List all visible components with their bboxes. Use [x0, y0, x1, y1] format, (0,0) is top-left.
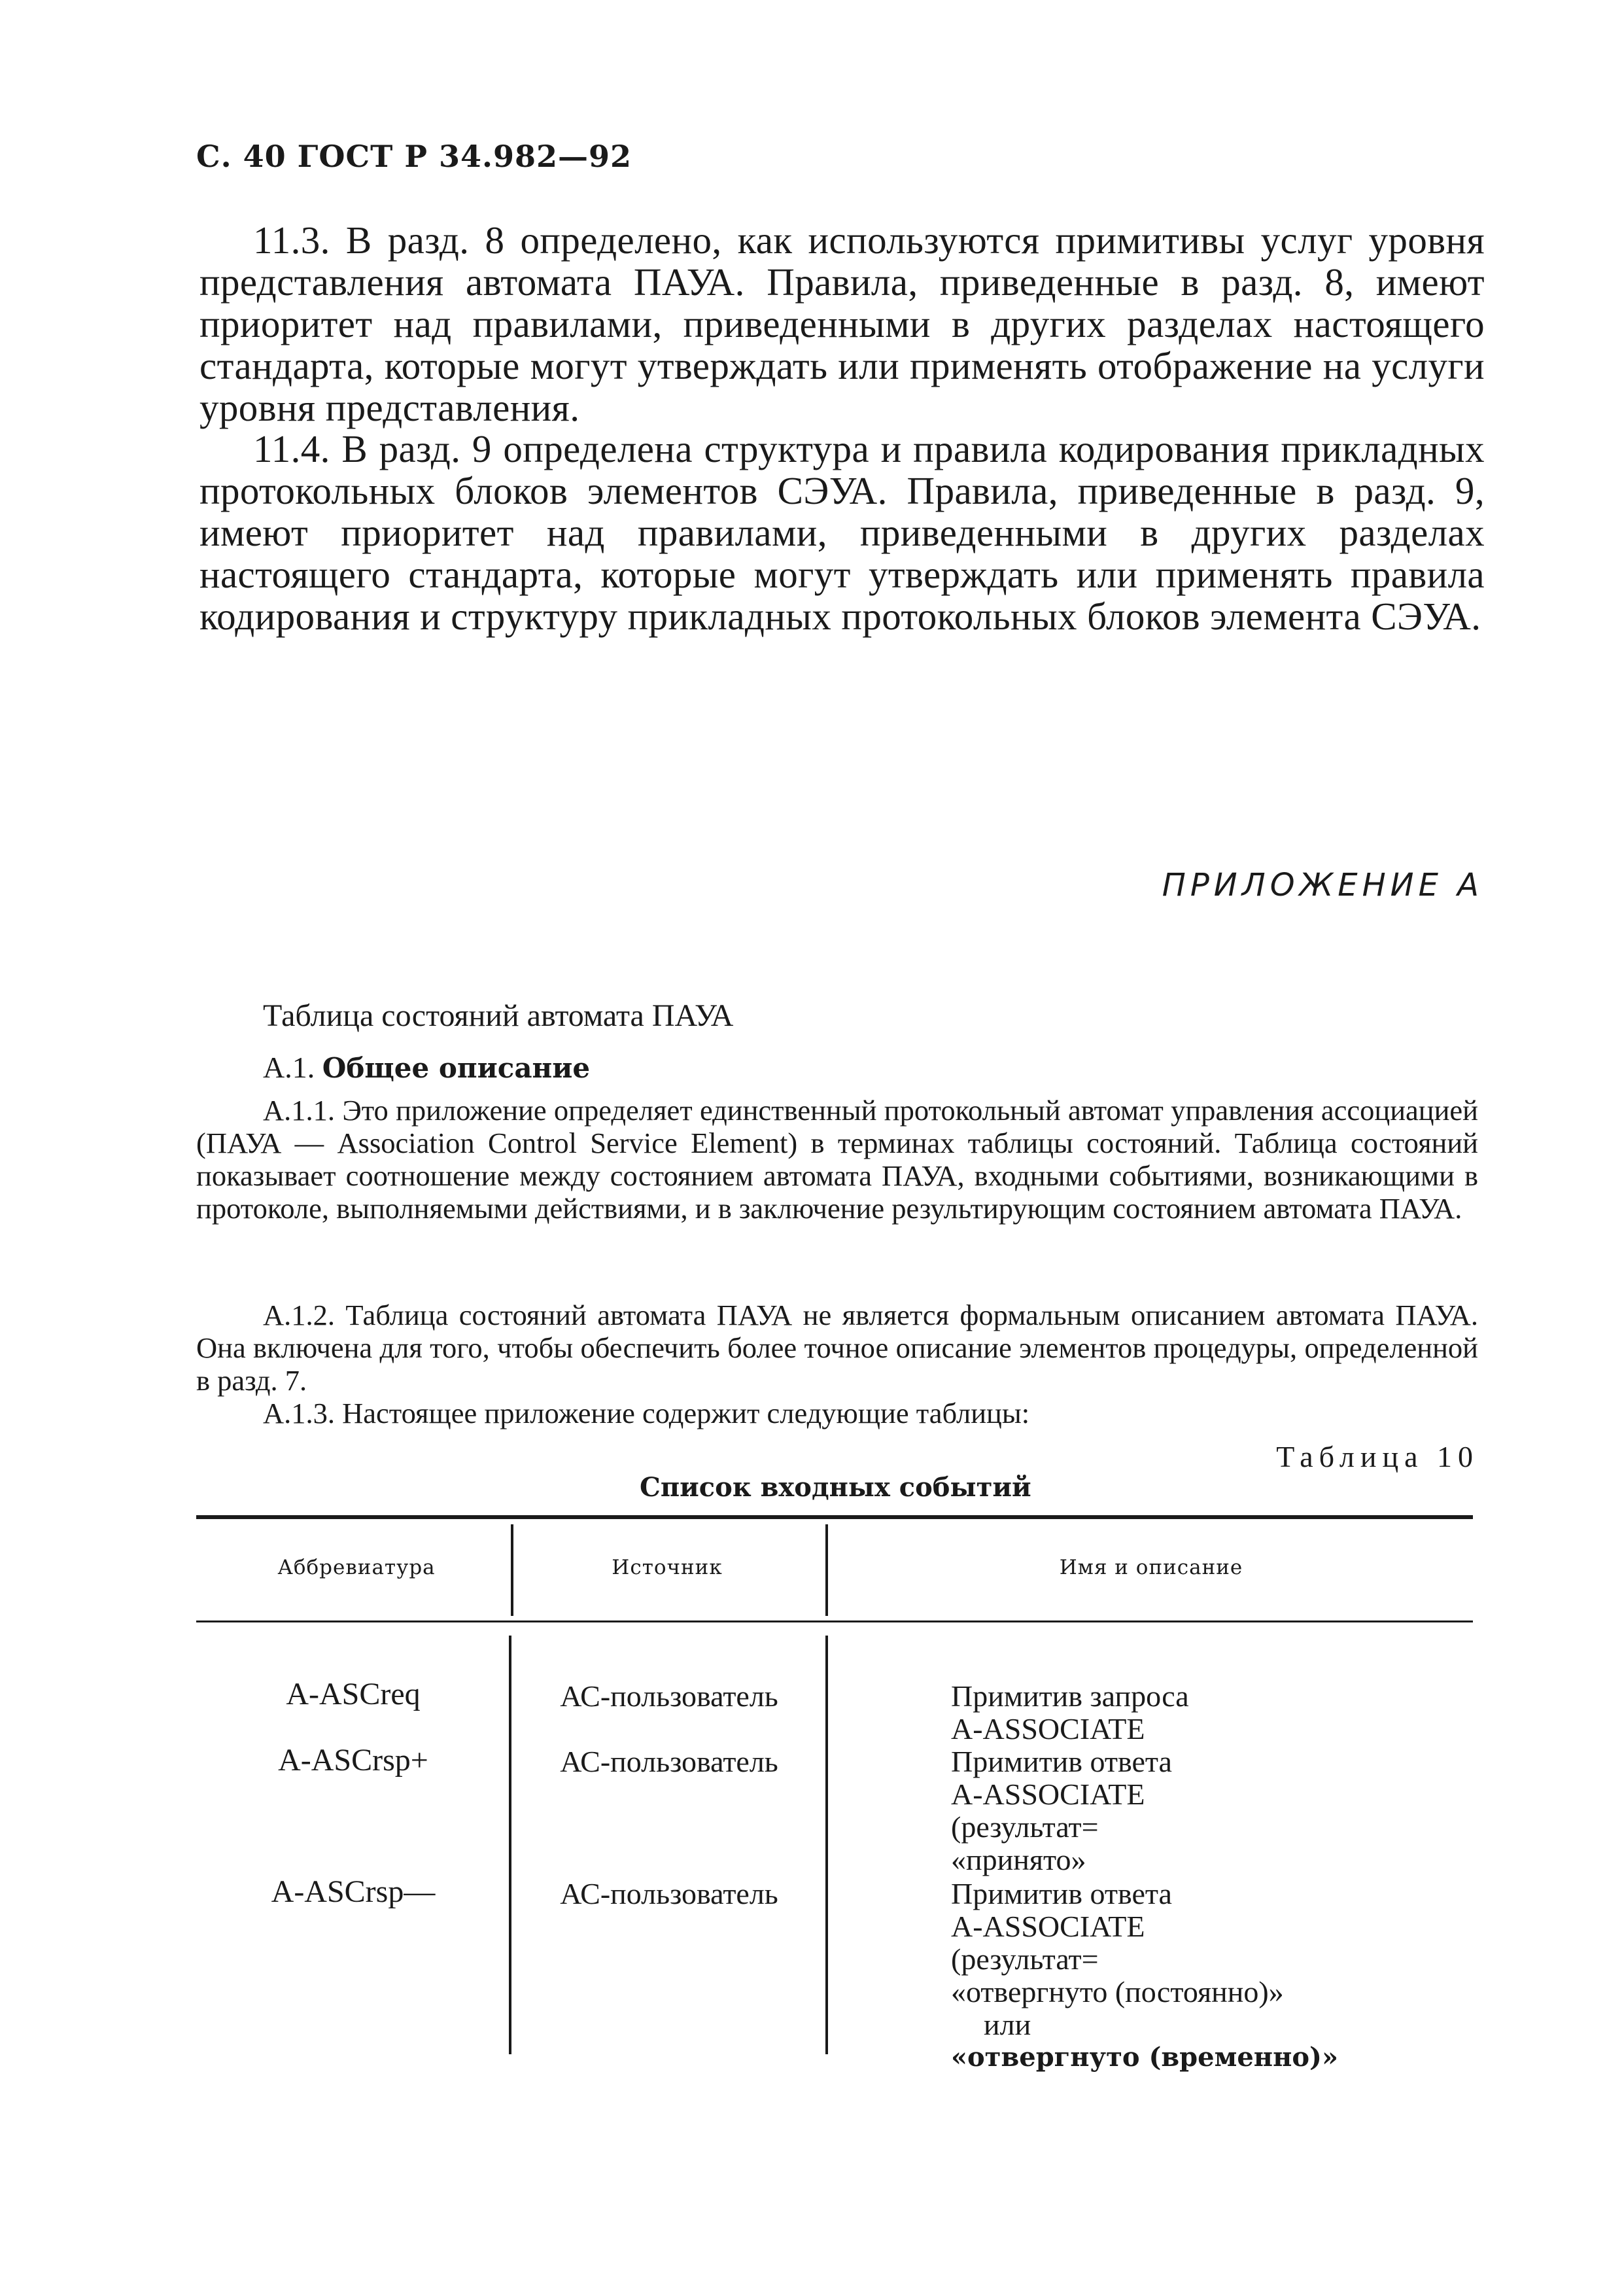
appendix-title: ПРИЛОЖЕНИЕ А [1162, 867, 1483, 903]
table-row-3-source: АС-пользователь [560, 1877, 778, 1910]
column-header-source: Источник [612, 1556, 723, 1579]
paragraph-11-4: 11.4. В разд. 9 определена структура и правила кодирования прикладных протокольных блоков элементов СЭУА. Правила, приведенные в разд. 9, имеют приоритет над правилами, приведенными в других разделах настоящего стандарта, которые могут утверждать или применять правила кодирования и структуру прикладных протокольных блоков элемента СЭУА. [199, 427, 1485, 638]
appendix-caption: Таблица состояний автомата ПАУА [263, 998, 734, 1033]
row-2-name-line: (результат= [951, 1810, 1099, 1844]
section-heading [263, 1050, 590, 1085]
body-divider-2 [825, 1636, 828, 2054]
table-row-2-abbr: A-ASCrsp+ [278, 1743, 428, 1778]
row-3-name-line: (результат= [951, 1942, 1099, 1976]
row-2-name-line: «принято» [951, 1843, 1086, 1876]
column-header-abbreviation: Аббревиатура [277, 1556, 436, 1579]
row-3-name-line: A-ASSOCIATE [951, 1910, 1145, 1943]
page-header: С. 40 ГОСТ Р 34.982—92 [196, 139, 632, 174]
table-label: Таблица 10 [1276, 1440, 1479, 1473]
table-title: Список входных событий [640, 1472, 1031, 1503]
table-header-rule [196, 1621, 1473, 1622]
table-row-3-abbr: A-ASCrsp— [271, 1874, 436, 1909]
section-title: Общее описание [322, 1052, 591, 1084]
table-row-1-abbr: A-ASCreq [286, 1677, 421, 1711]
paragraph-a-1-3: А.1.3. Настоящее приложение содержит следующие таблицы: [263, 1397, 1030, 1429]
table-top-rule [196, 1515, 1473, 1519]
table-row-1-name [951, 1680, 1474, 1745]
paragraph-a-1-2: А.1.2. Таблица состояний автомата ПАУА не является формальным описанием автомата ПАУА. Она включена для того, чтобы обеспечить более точное описание элементов процедуры, определенной в разд. 7. [196, 1299, 1478, 1397]
row-3-name-line: «отвергнуто (временно)» [951, 2042, 1338, 2073]
row-2-name-line: Примитив ответа [951, 1745, 1172, 1778]
row-2-name-line: A-ASSOCIATE [951, 1778, 1145, 1811]
row-1-name-line: A-ASSOCIATE [951, 1712, 1145, 1745]
section-number: А.1. [263, 1051, 315, 1084]
row-1-name-line: Примитив запроса [951, 1679, 1189, 1713]
paragraph-11-3: 11.3. В разд. 8 определено, как используются примитивы услуг уровня представления автомата ПАУА. Правила, приведенные в разд. 8, имеют приоритет над правилами, приведенными в других разделах настоящего стандарта, которые могут утверждать или применять отображение на услуги уровня представления. [199, 219, 1485, 429]
row-3-name-line: «отвергнуто (постоянно)» [951, 1975, 1284, 2008]
column-header-name: Имя и описание [1059, 1556, 1243, 1579]
table-row-2-source: АС-пользователь [560, 1745, 778, 1778]
table-row-2-name [951, 1745, 1474, 1876]
table-row-3-name [951, 1878, 1474, 2074]
paragraph-a-1-1: А.1.1. Это приложение определяет единственный протокольный автомат управления ассоциацией (ПАУА — Association Control Service Element) в терминах таблицы состояний. Таблица состояний показывает соотношение между состоянием автомата ПАУА, входными событиями, возникающими в протоколе, выполняемыми действиями, и в заключение результирующим состоянием автомата ПАУА. [196, 1094, 1478, 1225]
table-row-1-source: АС-пользователь [560, 1679, 778, 1713]
header-divider-2 [825, 1524, 828, 1616]
row-3-name-line: Примитив ответа [951, 1877, 1172, 1910]
header-divider-1 [511, 1524, 513, 1616]
row-3-name-line: или [984, 2008, 1031, 2041]
body-divider-1 [509, 1636, 511, 2054]
